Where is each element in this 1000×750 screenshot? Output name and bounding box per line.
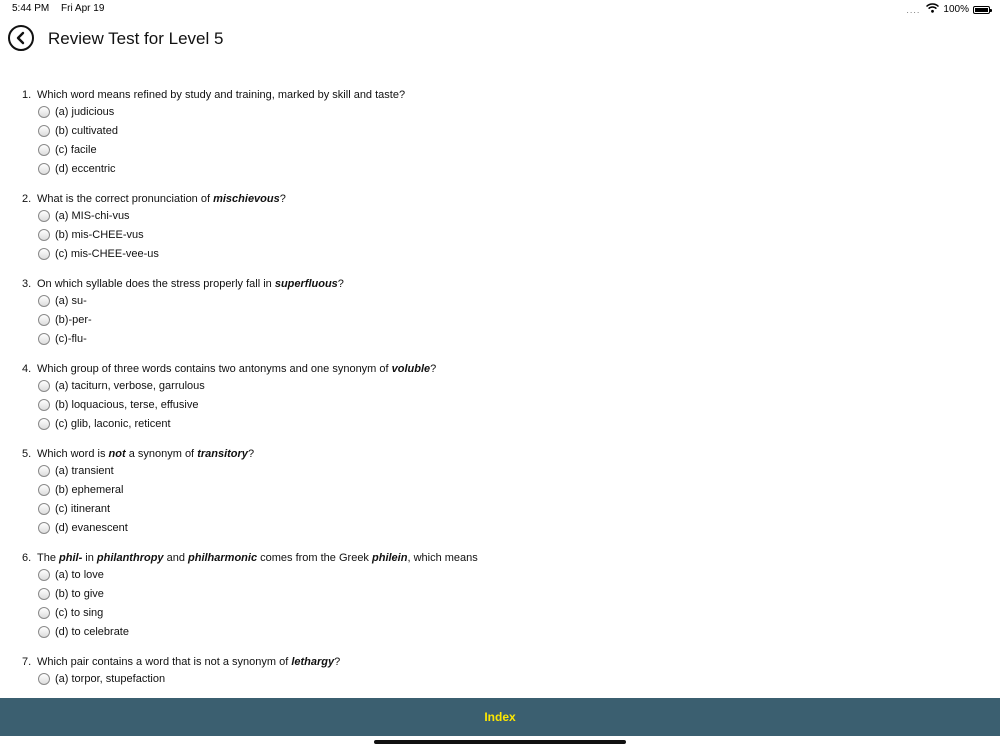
question-text-part: a synonym of (125, 448, 198, 460)
status-time: 5:44 PM (12, 3, 50, 14)
question-text (22, 447, 982, 461)
option-label: (d) eccentric (55, 162, 116, 175)
question-2 (22, 192, 982, 263)
answer-option[interactable] (38, 565, 982, 584)
question-number: 2. (22, 193, 32, 205)
option-label: (d) evanescent (55, 521, 128, 534)
option-label: (b) cultivated (55, 124, 118, 137)
question-text (22, 88, 982, 102)
question-emphasis: transitory (197, 448, 248, 460)
option-label: (c) mis-CHEE-vee-us (55, 247, 159, 260)
answer-option[interactable] (38, 329, 982, 348)
question-text (22, 551, 982, 565)
question-text-part: ? (247, 448, 255, 460)
question-number: 3. (22, 278, 32, 290)
question-text-part: comes from the Greek (257, 552, 372, 564)
radio-button[interactable] (38, 588, 50, 600)
answer-option[interactable] (38, 499, 982, 518)
question-text-part: ? (334, 656, 341, 668)
signal-dots: .... (906, 4, 921, 15)
radio-button[interactable] (38, 163, 50, 175)
question-emphasis: philanthropy (96, 552, 164, 564)
question-text (22, 192, 982, 206)
question-number: 4. (22, 363, 32, 375)
question-text-part: Which group of three words contains two antonyms and one synonym of (37, 363, 392, 375)
answer-option[interactable] (38, 584, 982, 603)
radio-button[interactable] (38, 418, 50, 430)
status-left (12, 3, 113, 14)
answer-option[interactable] (38, 206, 982, 225)
question-text-part: Which pair contains a word that is not a synonym of (37, 656, 292, 668)
question-text-part: The (37, 552, 60, 564)
answer-option[interactable] (38, 480, 982, 499)
answer-option[interactable] (38, 310, 982, 329)
answer-option[interactable] (38, 102, 982, 121)
answer-option[interactable] (38, 376, 982, 395)
radio-button[interactable] (38, 144, 50, 156)
battery-icon (973, 6, 990, 14)
question-text-part: On which syllable does the stress properly fall in (37, 278, 275, 290)
radio-button[interactable] (38, 673, 50, 685)
question-emphasis: philein (372, 552, 408, 564)
option-label: (c) glib, laconic, reticent (55, 417, 171, 430)
question-emphasis: mischievous (213, 193, 280, 205)
radio-button[interactable] (38, 484, 50, 496)
index-label: Index (484, 710, 516, 724)
option-label: (a) to love (55, 568, 104, 581)
question-number: 1. (22, 89, 32, 101)
question-emphasis: voluble (391, 363, 431, 375)
option-label: (b)-per- (55, 313, 92, 326)
radio-button[interactable] (38, 248, 50, 260)
question-text (22, 277, 982, 291)
question-text-part: Which word means refined by study and training, marked by skill and taste? (37, 89, 406, 101)
answer-option[interactable] (38, 291, 982, 310)
index-button[interactable] (0, 698, 1000, 736)
option-label: (b) to give (55, 587, 104, 600)
question-5 (22, 447, 982, 537)
radio-button[interactable] (38, 314, 50, 326)
question-text-part: ? (279, 193, 286, 205)
question-4 (22, 362, 982, 433)
option-label: (a) MIS-chi-vus (55, 209, 130, 222)
status-bar (0, 0, 1000, 18)
radio-button[interactable] (38, 106, 50, 118)
battery-percent: 100% (943, 4, 969, 15)
answer-option[interactable] (38, 159, 982, 178)
answer-option[interactable] (38, 461, 982, 480)
home-indicator (374, 740, 626, 744)
question-text-part: in (82, 552, 97, 564)
option-label: (c) facile (55, 143, 97, 156)
answer-option[interactable] (38, 669, 982, 688)
option-label: (b) loquacious, terse, effusive (55, 398, 199, 411)
option-label: (c)-flu- (55, 332, 87, 345)
option-label: (a) torpor, stupefaction (55, 672, 166, 685)
answer-option[interactable] (38, 121, 982, 140)
answer-option[interactable] (38, 518, 982, 537)
radio-button[interactable] (38, 125, 50, 137)
option-label: (b) ephemeral (55, 483, 124, 496)
status-date: Fri Apr 19 (61, 3, 105, 14)
status-right (906, 3, 990, 16)
option-label: (c) itinerant (55, 502, 111, 515)
quiz-list (22, 88, 982, 702)
radio-button[interactable] (38, 522, 50, 534)
answer-option[interactable] (38, 244, 982, 263)
question-emphasis: philharmonic (188, 552, 258, 564)
radio-button[interactable] (38, 295, 50, 307)
question-text-part: What is the correct pronunciation of (37, 193, 214, 205)
question-text-part: ? (337, 278, 344, 290)
radio-button[interactable] (38, 380, 50, 392)
question-3 (22, 277, 982, 348)
radio-button[interactable] (38, 229, 50, 241)
question-text (22, 362, 982, 376)
radio-button[interactable] (38, 607, 50, 619)
radio-button[interactable] (38, 333, 50, 345)
answer-option[interactable] (38, 395, 982, 414)
header (0, 24, 1000, 54)
option-label: (d) to celebrate (55, 625, 129, 638)
question-text-part: ? (430, 363, 437, 375)
back-button[interactable] (8, 25, 34, 51)
question-emphasis: phil- (59, 552, 83, 564)
question-text-part: Which word is (37, 448, 109, 460)
question-7 (22, 655, 982, 688)
option-label: (a) taciturn, verbose, garrulous (55, 379, 205, 392)
radio-button[interactable] (38, 210, 50, 222)
radio-button[interactable] (38, 503, 50, 515)
question-emphasis: not (108, 448, 126, 460)
answer-option[interactable] (38, 603, 982, 622)
answer-option[interactable] (38, 622, 982, 641)
question-number: 6. (22, 552, 32, 564)
answer-option[interactable] (38, 140, 982, 159)
question-text-part: and (163, 552, 188, 564)
question-1 (22, 88, 982, 178)
radio-button[interactable] (38, 626, 50, 638)
radio-button[interactable] (38, 569, 50, 581)
option-label: (b) mis-CHEE-vus (55, 228, 144, 241)
question-emphasis: lethargy (291, 656, 335, 668)
answer-option[interactable] (38, 414, 982, 433)
option-label: (a) judicious (55, 105, 115, 118)
answer-option[interactable] (38, 225, 982, 244)
question-text-part: , which means (407, 552, 478, 564)
option-label: (a) transient (55, 464, 114, 477)
radio-button[interactable] (38, 399, 50, 411)
question-number: 7. (22, 656, 32, 668)
question-emphasis: superfluous (274, 278, 338, 290)
radio-button[interactable] (38, 465, 50, 477)
page-title: Review Test for Level 5 (48, 29, 224, 48)
option-label: (a) su- (55, 294, 87, 307)
wifi-icon (926, 3, 939, 16)
chevron-left-icon (14, 31, 28, 45)
option-label: (c) to sing (55, 606, 104, 619)
question-number: 5. (22, 448, 32, 460)
question-text (22, 655, 982, 669)
question-6 (22, 551, 982, 641)
